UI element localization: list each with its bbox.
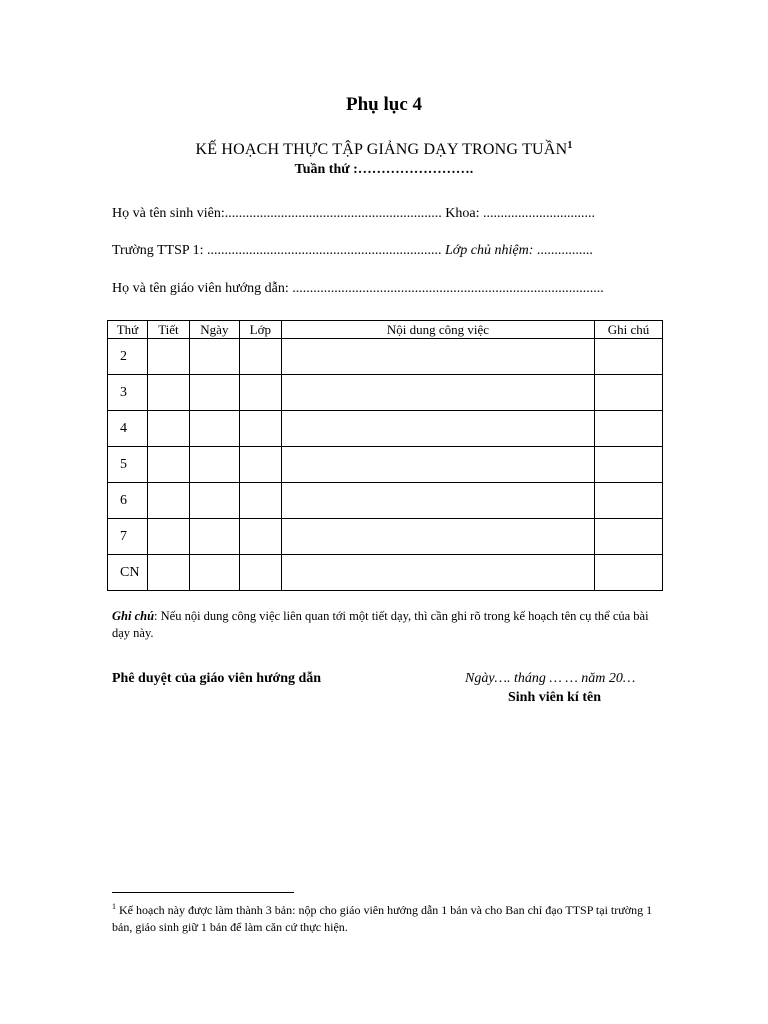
plan-title: [0, 140, 768, 159]
note-cell[interactable]: [595, 339, 663, 375]
class-cell[interactable]: [239, 483, 281, 519]
note-cell[interactable]: [595, 411, 663, 447]
date-cell[interactable]: [189, 447, 239, 483]
note-cell[interactable]: [595, 519, 663, 555]
period-cell[interactable]: [147, 483, 189, 519]
row-day: CN: [108, 555, 148, 591]
table-row: [108, 375, 663, 411]
row-day: 6: [108, 483, 148, 519]
content-cell[interactable]: [281, 375, 594, 411]
note-cell[interactable]: [595, 375, 663, 411]
content-cell[interactable]: [281, 555, 594, 591]
note-text: : Nếu nội dung công việc liên quan tới một tiết dạy, thì cần ghi rõ trong kế hoạch tên cụ thể của bài dạy này.: [112, 609, 649, 640]
content-cell[interactable]: [281, 411, 594, 447]
class-cell[interactable]: [239, 555, 281, 591]
content-cell[interactable]: [281, 447, 594, 483]
date-cell[interactable]: [189, 411, 239, 447]
period-cell[interactable]: [147, 411, 189, 447]
footnote: [112, 898, 672, 936]
date-line: Ngày…. tháng … … năm 20…: [465, 671, 636, 686]
header-date: Ngày: [189, 321, 239, 339]
row-day: 5: [108, 447, 148, 483]
content-cell[interactable]: [281, 483, 594, 519]
class-cell[interactable]: [239, 447, 281, 483]
note-cell[interactable]: [595, 555, 663, 591]
class-cell[interactable]: [239, 339, 281, 375]
period-cell[interactable]: [147, 519, 189, 555]
content-cell[interactable]: [281, 339, 594, 375]
period-cell[interactable]: [147, 339, 189, 375]
student-name-dots: ..............................................................: [224, 206, 442, 221]
header-period: Tiết: [147, 321, 189, 339]
note-paragraph: [112, 608, 662, 642]
homeroom-label: Lớp chủ nhiệm:: [441, 243, 537, 258]
school-line: [112, 243, 682, 259]
table-row: [108, 519, 663, 555]
note-cell[interactable]: [595, 447, 663, 483]
appendix-title: Phụ lục 4: [345, 94, 423, 115]
class-cell[interactable]: [239, 411, 281, 447]
table-row: [108, 447, 663, 483]
period-cell[interactable]: [147, 447, 189, 483]
header-day: Thứ: [108, 321, 148, 339]
content-cell[interactable]: [281, 519, 594, 555]
table-row: [108, 555, 663, 591]
row-day: 4: [108, 411, 148, 447]
student-name-line: [112, 206, 682, 222]
weekly-plan-table: [107, 320, 663, 591]
header-class: Lớp: [239, 321, 281, 339]
homeroom-dots: ................: [536, 243, 593, 258]
footnote-ref: 1: [112, 902, 116, 911]
row-day: 2: [108, 339, 148, 375]
class-cell[interactable]: [239, 519, 281, 555]
supervisor-dots: .........................................................................................: [292, 281, 604, 296]
date-cell[interactable]: [189, 339, 239, 375]
footnote-text: Kế hoạch này được làm thành 3 bản: nộp cho giáo viên hướng dẫn 1 bản và cho Ban chỉ đạo TTSP tại trường 1 bản, giáo sinh giữ 1 bản để làm căn cứ thực hiện.: [112, 903, 653, 934]
table-row: [108, 411, 663, 447]
student-name-label: Họ và tên sinh viên:: [112, 206, 225, 221]
class-cell[interactable]: [239, 375, 281, 411]
table-row: [108, 339, 663, 375]
row-day: 3: [108, 375, 148, 411]
school-dots: ...................................................................: [207, 243, 442, 258]
header-note: Ghi chú: [595, 321, 663, 339]
period-cell[interactable]: [147, 375, 189, 411]
date-cell[interactable]: [189, 483, 239, 519]
date-cell[interactable]: [189, 555, 239, 591]
student-signature-label: Sinh viên kí tên: [508, 690, 601, 705]
plan-title-text: KẾ HOẠCH THỰC TẬP GIẢNG DẠY TRONG TUẦN: [195, 141, 568, 158]
header-content: Nội dung công việc: [281, 321, 594, 339]
table-row: [108, 483, 663, 519]
supervisor-line: [112, 281, 682, 297]
note-cell[interactable]: [595, 483, 663, 519]
footnote-divider: [112, 892, 294, 893]
note-label: Ghi chú: [112, 609, 155, 623]
date-cell[interactable]: [189, 375, 239, 411]
faculty-label: Khoa:: [441, 206, 483, 221]
title-footnote-ref: 1: [567, 140, 573, 151]
row-day: 7: [108, 519, 148, 555]
table-header-row: [108, 321, 663, 339]
faculty-dots: ................................: [482, 206, 595, 221]
date-cell[interactable]: [189, 519, 239, 555]
week-number: Tuần thứ :…………………….: [294, 162, 474, 177]
period-cell[interactable]: [147, 555, 189, 591]
school-label: Trường TTSP 1:: [112, 243, 208, 258]
supervisor-approval-label: Phê duyệt của giáo viên hướng dẫn: [112, 671, 322, 686]
supervisor-label: Họ và tên giáo viên hướng dẫn:: [112, 281, 293, 296]
